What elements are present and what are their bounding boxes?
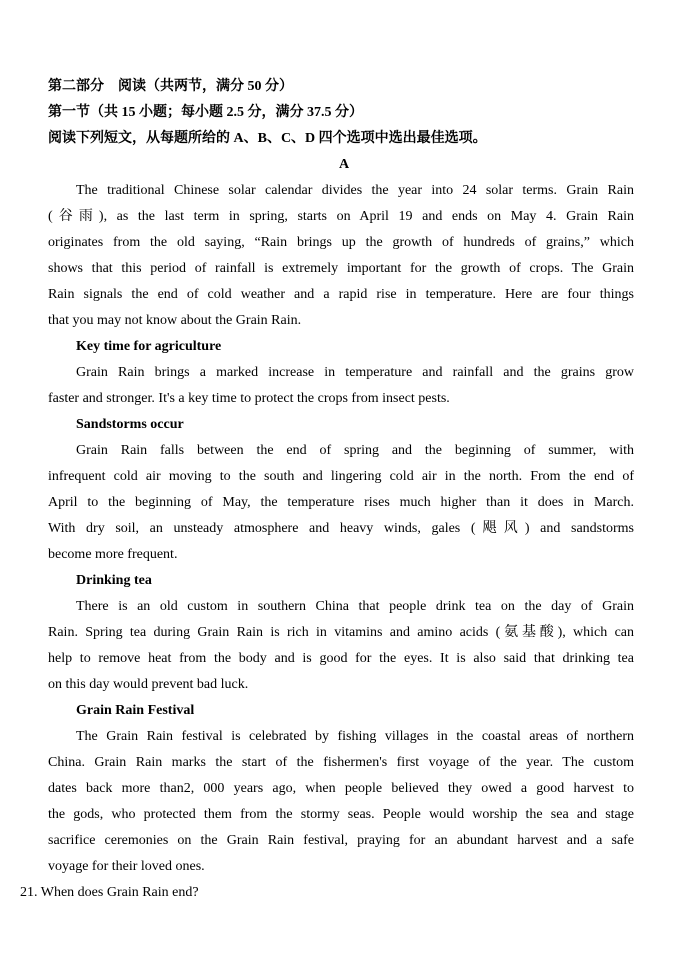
paragraph-line: infrequent cold air moving to the south and lingering cold air in the north. From the end of bbox=[48, 469, 634, 484]
paragraph-line: sacrifice ceremonies on the Grain Rain festival, praying for an abundant harvest and a safe bbox=[48, 833, 634, 848]
paragraph-line: voyage for their loved ones. bbox=[48, 859, 205, 874]
paragraph-line: With dry soil, an unsteady atmosphere and heavy winds, gales (飓风) and sandstorms bbox=[48, 521, 634, 536]
paragraph-line: on this day would prevent bad luck. bbox=[48, 677, 249, 692]
subheading-sandstorms: Sandstorms occur bbox=[76, 417, 184, 432]
instruction-text: 阅读下列短文，从每题所给的 A、B、C、D 四个选项中选出最佳选项。 bbox=[48, 131, 487, 146]
paragraph-line: faster and stronger. It's a key time to protect the crops from insect pests. bbox=[48, 391, 450, 406]
passage-label: A bbox=[338, 157, 350, 172]
paragraph-line: become more frequent. bbox=[48, 547, 178, 562]
paragraph-line: The Grain Rain festival is celebrated by fishing villages in the coastal areas of northern bbox=[76, 729, 634, 744]
paragraph-line: Grain Rain brings a marked increase in temperature and rainfall and the grains grow bbox=[76, 365, 634, 380]
paragraph-line: There is an old custom in southern China that people drink tea on the day of Grain bbox=[76, 599, 634, 614]
paragraph-line: the gods, who protected them from the stormy seas. People would worship the sea and stage bbox=[48, 807, 634, 822]
intro-line: originates from the old saying, “Rain brings up the growth of hundreds of grains,” which bbox=[48, 235, 634, 250]
paragraph-line: help to remove heat from the body and is good for the eyes. It is also said that drinking tea bbox=[48, 651, 634, 666]
subheading-festival: Grain Rain Festival bbox=[76, 703, 195, 718]
subheading-agriculture: Key time for agriculture bbox=[76, 339, 222, 354]
part-heading: 第二部分 阅读（共两节，满分 50 分） bbox=[48, 79, 293, 94]
paragraph-line: April to the beginning of May, the temperature rises much higher than it does in March. bbox=[48, 495, 634, 510]
section-heading: 第一节（共 15 小题；每小题 2.5 分，满分 37.5 分） bbox=[48, 105, 363, 120]
intro-line: The traditional Chinese solar calendar divides the year into 24 solar terms. Grain Rain bbox=[76, 183, 634, 198]
intro-line: (谷雨), as the last term in spring, starts on April 19 and ends on May 4. Grain Rain bbox=[48, 209, 634, 224]
paragraph-line: China. Grain Rain marks the start of the fishermen's first voyage of the year. The custom bbox=[48, 755, 634, 770]
subheading-drinking-tea: Drinking tea bbox=[76, 573, 152, 588]
intro-line: shows that this period of rainfall is extremely important for the growth of crops. The Grain bbox=[48, 261, 634, 276]
paragraph-line: Rain. Spring tea during Grain Rain is rich in vitamins and amino acids (氨基酸), which can bbox=[48, 625, 634, 640]
paragraph-line: dates back more than2, 000 years ago, when people believed they owed a good harvest to bbox=[48, 781, 634, 796]
paragraph-line: Grain Rain falls between the end of spring and the beginning of summer, with bbox=[76, 443, 634, 458]
question-21: 21. When does Grain Rain end? bbox=[20, 885, 199, 900]
intro-line: that you may not know about the Grain Rain. bbox=[48, 313, 302, 328]
intro-line: Rain signals the end of cold weather and a rapid rise in temperature. Here are four things bbox=[48, 287, 634, 302]
